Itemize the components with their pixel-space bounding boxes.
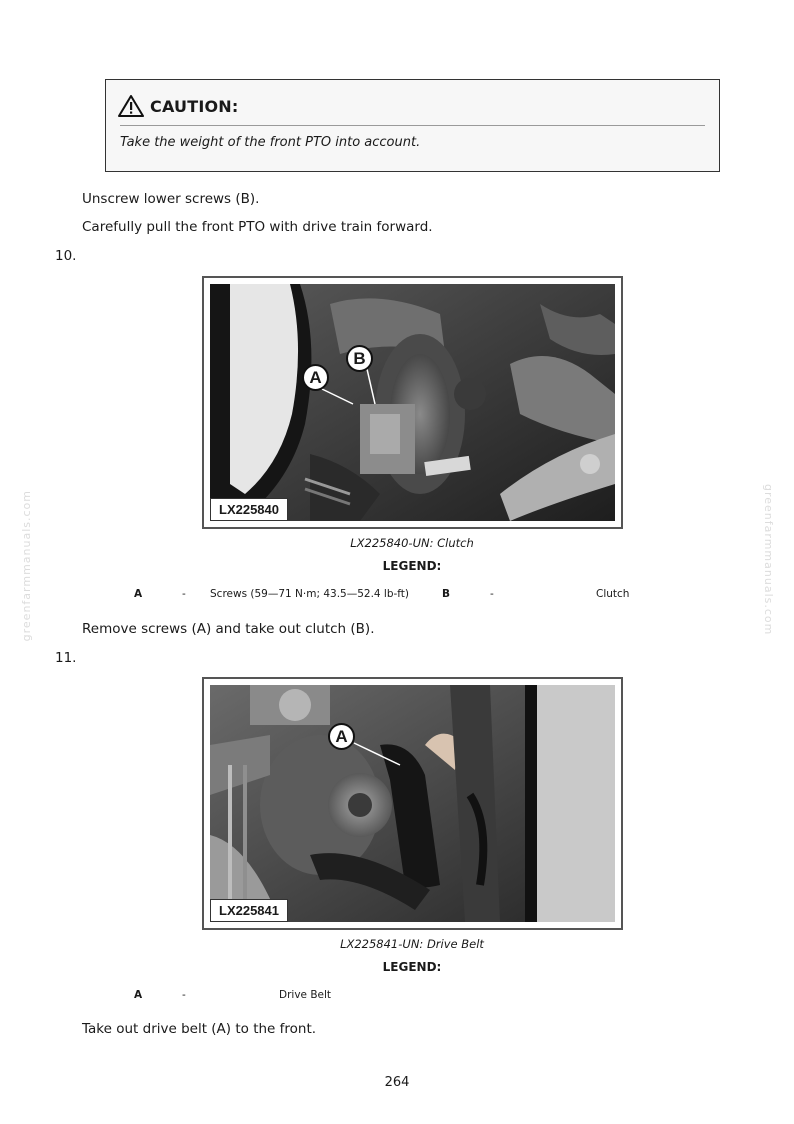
figure-drive-belt <box>202 677 623 930</box>
caution-divider <box>120 125 705 126</box>
drive-belt-photo-art <box>210 685 615 922</box>
watermark-left: greenfarmmanuals.com <box>20 490 33 642</box>
caution-text: Take the weight of the front PTO into account. <box>120 135 421 150</box>
step-number-10: 10. <box>55 248 77 264</box>
drive-belt-photo <box>210 685 615 922</box>
figure-tag: LX225841 <box>210 899 288 922</box>
callout-a: A <box>302 364 329 391</box>
figure-caption: LX225840-UN: Clutch <box>350 536 474 550</box>
legend-dash: - <box>182 989 186 1001</box>
caution-box <box>105 79 720 172</box>
figure-tag: LX225840 <box>210 498 288 521</box>
figure-clutch <box>202 276 623 529</box>
caution-header <box>118 94 238 118</box>
legend-desc: Screws (59—71 N·m; 43.5—52.4 lb-ft) <box>210 588 410 600</box>
callout-a: A <box>328 723 355 750</box>
caution-title: CAUTION: <box>150 96 239 116</box>
clutch-photo-art <box>210 284 615 521</box>
callout-b: B <box>346 345 373 372</box>
legend-key: A <box>134 588 143 600</box>
instruction-unscrew: Unscrew lower screws (B). <box>82 191 260 207</box>
legend-dash: - <box>182 588 186 600</box>
legend-desc: Drive Belt <box>279 989 332 1001</box>
clutch-photo <box>210 284 615 521</box>
instruction-remove-clutch: Remove screws (A) and take out clutch (B). <box>82 621 375 637</box>
instruction-remove-belt: Take out drive belt (A) to the front. <box>82 1021 317 1037</box>
legend-key: A <box>134 989 143 1001</box>
legend-key: B <box>442 588 451 600</box>
watermark-right: greenfarmmanuals.com <box>762 484 775 636</box>
legend-dash: - <box>490 588 494 600</box>
legend-desc: Clutch <box>596 588 630 600</box>
instruction-pull: Carefully pull the front PTO with drive train forward. <box>82 219 433 235</box>
legend-title: LEGEND: <box>382 559 442 573</box>
page-number: 264 <box>384 1075 410 1090</box>
step-number-11: 11. <box>55 650 77 666</box>
legend-title: LEGEND: <box>382 960 442 974</box>
figure-caption: LX225841-UN: Drive Belt <box>340 937 484 951</box>
warning-triangle-icon <box>118 94 144 118</box>
